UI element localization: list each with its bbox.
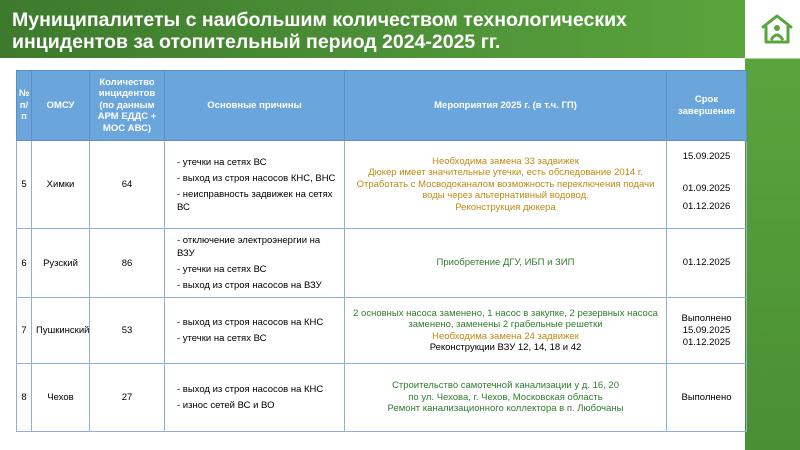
header-count: Количество инцидентов (по данным АРМ ЕДДС + МОС АВС) [90, 71, 165, 141]
row-num: 5 [17, 141, 32, 229]
reason-item: - утечки на сетях ВС [177, 156, 267, 168]
reason-item: - утечки на сетях ВС [177, 333, 267, 344]
table-row [17, 141, 747, 229]
table-row [17, 298, 747, 364]
row-deadline [667, 298, 747, 364]
reason-item: - износ сетей ВС и ВО [177, 400, 275, 411]
row-reasons [165, 141, 345, 229]
deadline-item: 01.12.2025 [682, 257, 731, 268]
reason-item: - выход из строя насосов на КНС [177, 317, 324, 328]
table-header-row [17, 71, 747, 141]
reason-item: - выход из строя насосов КНС, ВНС [177, 172, 336, 184]
row-measures [345, 229, 667, 298]
measure-item: Строительство самотечной канализации у д. 16, 20 [391, 380, 620, 392]
row-incident-count: 64 [90, 141, 165, 229]
incidents-table-wrap [16, 70, 746, 428]
measure-item: Реконструкция дюкера [455, 201, 556, 213]
measure-item: Необходима замена 24 задвижек [432, 330, 579, 342]
row-reasons [165, 298, 345, 364]
measure-item: Необходима замена 33 задвижек [432, 155, 579, 167]
measure-item: Ремонт канализационного коллектора в п. Любочаны [387, 403, 624, 415]
row-reasons [165, 229, 345, 298]
reason-item: - утечки на сетях ВС [177, 264, 267, 275]
deadline-item: 15.09.2025 [682, 324, 731, 336]
header-num: № п/п [17, 71, 32, 141]
row-omsu: Рузский [32, 229, 90, 298]
table-row [17, 364, 747, 432]
row-num: 8 [17, 364, 32, 432]
row-incident-count: 86 [90, 229, 165, 298]
deadline-item: 01.09.2025 [682, 182, 731, 194]
header-omsu: ОМСУ [32, 71, 90, 141]
deadline-item: 01.12.2026 [682, 200, 731, 212]
measure-item: 2 основных насоса заменено, 1 насос в закупке, 2 резервных насоса заменено, заменены 2 грабельные решетки [353, 307, 658, 330]
incidents-table [16, 70, 747, 432]
row-reasons [165, 364, 345, 432]
table-row [17, 229, 747, 298]
reason-item: - выход из строя насосов на КНС [177, 384, 324, 395]
reason-item: - выход из строя насосов на ВЗУ [177, 280, 322, 291]
row-deadline [667, 141, 747, 229]
row-num: 6 [17, 229, 32, 298]
row-num: 7 [17, 298, 32, 364]
row-incident-count: 27 [90, 364, 165, 432]
deadline-item: Выполнено [681, 391, 732, 403]
deadline-item: 15.09.2025 [682, 150, 731, 162]
deadline-item: 01.12.2025 [682, 336, 731, 348]
measure-item: Приобретение ДГУ, ИБП и ЗИП [436, 257, 575, 269]
row-omsu: Чехов [32, 364, 90, 432]
house-person-icon [760, 12, 794, 46]
reason-item: - неисправность задвижек на сетях ВС [177, 188, 333, 213]
measure-item: Реконструкции ВЗУ 12, 14, 18 и 42 [429, 342, 582, 353]
reason-item: - отключение электроэнергии на ВЗУ [177, 235, 321, 259]
measure-item: Дюкер имеет значительные утечки, есть обследование 2014 г. [368, 167, 643, 179]
row-measures [345, 364, 667, 432]
title-banner [0, 0, 745, 58]
header-measures: Мероприятия 2025 г. (в т.ч. ГП) [345, 71, 667, 141]
header-reasons: Основные причины [165, 71, 345, 141]
measure-item: по ул. Чехова, г. Чехов, Московская область [408, 391, 603, 403]
header-deadline: Срок завершения [667, 71, 747, 141]
row-measures [345, 298, 667, 364]
row-omsu: Химки [32, 141, 90, 229]
row-measures [345, 141, 667, 229]
row-deadline [667, 229, 747, 298]
row-deadline [667, 364, 747, 432]
deadline-item: Выполнено [681, 312, 732, 324]
row-omsu: Пушкинский [32, 298, 90, 364]
side-panel [745, 0, 800, 450]
page-title: Муниципалитеты с наибольшим количеством технологических инцидентов за отопительный период 2024-2025 гг. [12, 9, 627, 53]
measure-item: Отработать с Мосводоканалом возможность переключения подачи воды через альтернативный водовод. [356, 178, 655, 202]
row-incident-count: 53 [90, 298, 165, 364]
